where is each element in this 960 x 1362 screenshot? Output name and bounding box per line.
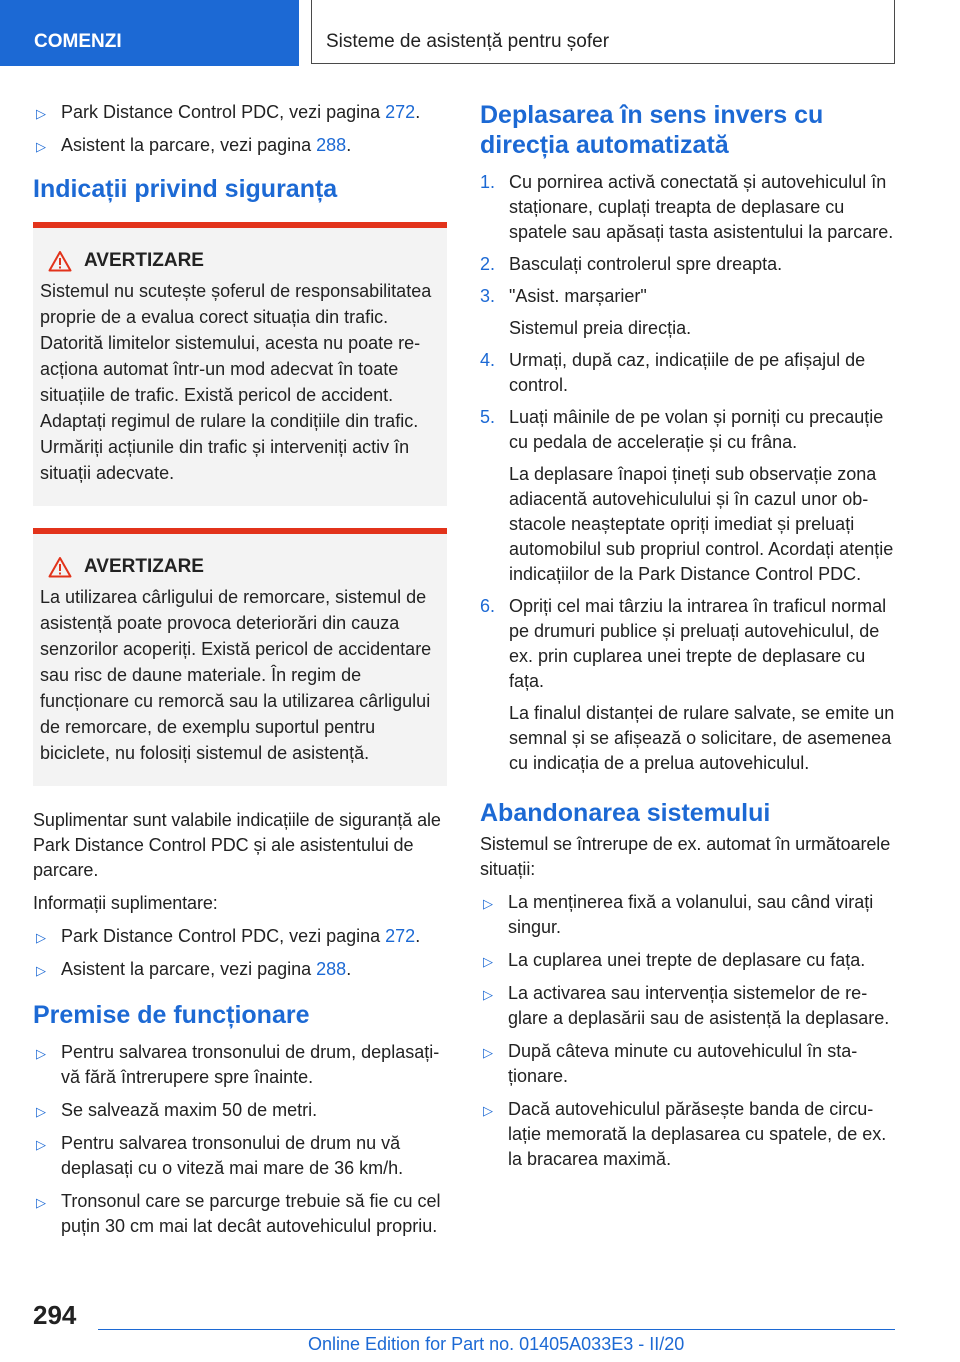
warning-title: AVERTIZARE (84, 556, 204, 577)
triangle-bullet-icon: ▷ (36, 963, 46, 978)
triangle-bullet-icon: ▷ (36, 1137, 46, 1152)
list-item: ▷ La cuplarea unei trepte de deplasare cu fața. (480, 948, 895, 973)
step-item: 5. Luați mâinile de pe volan și porniți cu precauție cu pedala de accelerație și cu frâna. La deplasare înapoi țineți sub observație zona adiacentă autovehiculului și în cazul unor obstacole neașteptate opriți imediat și preluați automobilul sub propriul control. Acordați atenție indicațiilor de la Park Distance Control PDC. (480, 405, 895, 587)
triangle-bullet-icon: ▷ (483, 1045, 493, 1060)
page-link[interactable]: 272 (385, 102, 416, 122)
reverse-heading: Deplasarea în sens invers cu direcția automatizată (480, 101, 824, 159)
step-number: 3. (480, 286, 496, 306)
triangle-bullet-icon: ▷ (36, 1046, 46, 1061)
list-item: ▷ La activarea sau intervenția sistemelor de reglare a deplasării sau de asistență la deplasare. (483, 983, 890, 1028)
section-tab: COMENZI (0, 0, 299, 66)
list-item: ▷ Dacă autovehiculul părăsește banda de circulație memorată la deplasarea cu spatele, de ex. la bracarea maximă. (483, 1099, 887, 1169)
warning-text: La utilizarea cârligului de remorcare, sistemul de asistență poate provoca deteriorări din cauza senzorilor acoperiți. Există pericol de accidentare sau risc de daune materiale. În regim de funcționare cu remorcă sau la utilizarea cârligului de remorcare, de exemplu suportul pentru biciclete, nu folosiți sistemul de asistență. (40, 587, 432, 763)
warning-text: Sistemul nu scutește șoferul de responsabilitatea proprie de a evalua corect situația din trafic. Datorită limitelor sistemului, acesta nu poate reacționa automat într-un mod adecvat în toate situațiile de trafic. Există pericol de accident. Adaptați regimul de rulare la condițiile din trafic. Urmăriți acțiunile din trafic și interveniți activ în situații adecvate. (40, 281, 432, 483)
list-item: ▷ La menținerea fixă a volanului, sau când virați singur. (483, 892, 874, 937)
step-item: 4. Urmați, după caz, indicațiile de pe afișajul de control. (480, 350, 866, 395)
step-number: 5. (480, 407, 496, 427)
step-note: La deplasare înapoi țineți sub observație zona adiacentă autovehiculului și în cazul unor obstacole neașteptate opriți imediat și preluați automobilul sub propriul control. Acordați atenție indicațiilor de la Park Distance Control PDC. (509, 464, 894, 584)
triangle-bullet-icon: ▷ (483, 896, 493, 911)
steps-list (480, 170, 895, 776)
step-number: 2. (480, 254, 496, 274)
step-item: 2. Basculați controlerul spre dreapta. (480, 252, 895, 277)
list-item: ▷ Pentru salvarea tronsonului de drum, deplasați-vă fără întrerupere spre înainte. (36, 1042, 440, 1087)
list-item: ▷ Asistent la parcare, vezi pagina 288. (33, 133, 447, 158)
right-column (480, 100, 895, 1180)
step-item: 3. "Asist. marșarier" Sistemul preia direcția. (480, 284, 895, 341)
page-header (0, 0, 960, 66)
abandon-paragraph: Sistemul se întrerupe de ex. automat în următoarele situații: (480, 834, 891, 879)
supplement-paragraph: Suplimentar sunt valabile indicațiile de siguranță ale Park Distance Control PDC și ale asistentului de parcare. (33, 810, 441, 880)
list-item: ▷ Asistent la parcare, vezi pagina 288. (33, 957, 447, 982)
edition-text: Online Edition for Part no. 01405A033E3 - II/20 (308, 1334, 685, 1354)
step-item: 1. Cu pornirea activă conectată și autovehiculul în staționare, cuplați treapta de deplasare cu spatele sau apăsați tasta asistentului la parcare. (480, 172, 894, 242)
top-link-list (33, 100, 447, 158)
step-item: 6. Opriți cel mai târziu la intrarea în traficul normal pe drumuri publice și preluați autovehiculul, de ex. prin cuplarea unei trepte de deplasare cu fața. La finalul distanței de rulare salvate, se emite un semnal și se afișează o solicitare, de asemenea cu indicația de a prelua autovehiculul. (480, 594, 895, 776)
info-link-list (33, 924, 447, 982)
step-note: La finalul distanței de rulare salvate, se emite un semnal și se afișează o solicitare, de asemenea cu indicația de a prelua autovehiculul. (509, 703, 895, 773)
list-item: ▷ Park Distance Control PDC, vezi pagina 272. (33, 100, 447, 125)
warning-box (33, 222, 447, 506)
page-link[interactable]: 288 (316, 135, 347, 155)
warning-triangle-icon (48, 250, 72, 272)
footer-divider (98, 1329, 895, 1330)
premise-list (33, 1040, 447, 1239)
triangle-bullet-icon: ▷ (36, 106, 46, 121)
page-number: 294 (33, 1300, 77, 1330)
list-item: ▷ Park Distance Control PDC, vezi pagina 272. (33, 924, 447, 949)
chapter-title: Sisteme de asistență pentru șofer (311, 0, 895, 64)
left-column (33, 100, 447, 1247)
triangle-bullet-icon: ▷ (483, 987, 493, 1002)
info-label: Informații suplimentare: (33, 893, 218, 913)
list-item: ▷ Se salvează maxim 50 de metri. (33, 1098, 447, 1123)
step-number: 4. (480, 350, 496, 370)
triangle-bullet-icon: ▷ (483, 1103, 493, 1118)
triangle-bullet-icon: ▷ (483, 954, 493, 969)
triangle-bullet-icon: ▷ (36, 930, 46, 945)
list-item: ▷ După câteva minute cu autovehiculul în staționare. (483, 1041, 858, 1086)
triangle-bullet-icon: ▷ (36, 1104, 46, 1119)
abandon-list (480, 890, 895, 1172)
step-number: 6. (480, 596, 496, 616)
warning-title: AVERTIZARE (84, 250, 204, 271)
step-note: Sistemul preia direcția. (509, 318, 692, 338)
step-number: 1. (480, 172, 496, 192)
safety-heading: Indicații privind siguranța (33, 175, 338, 203)
abandon-heading: Abandonarea sistemului (480, 799, 771, 827)
triangle-bullet-icon: ▷ (36, 1195, 46, 1210)
warning-box (33, 528, 447, 786)
premise-heading: Premise de funcționare (33, 1001, 310, 1029)
page-link[interactable]: 288 (316, 959, 347, 979)
triangle-bullet-icon: ▷ (36, 139, 46, 154)
warning-triangle-icon (48, 556, 72, 578)
page-link[interactable]: 272 (385, 926, 416, 946)
list-item: ▷ Pentru salvarea tronsonului de drum nu vă deplasați cu o viteză mai mare de 36 km/h. (36, 1133, 404, 1178)
list-item: ▷ Tronsonul care se parcurge trebuie să fie cu cel puțin 30 cm mai lat decât autovehiculul propriu. (36, 1191, 441, 1236)
